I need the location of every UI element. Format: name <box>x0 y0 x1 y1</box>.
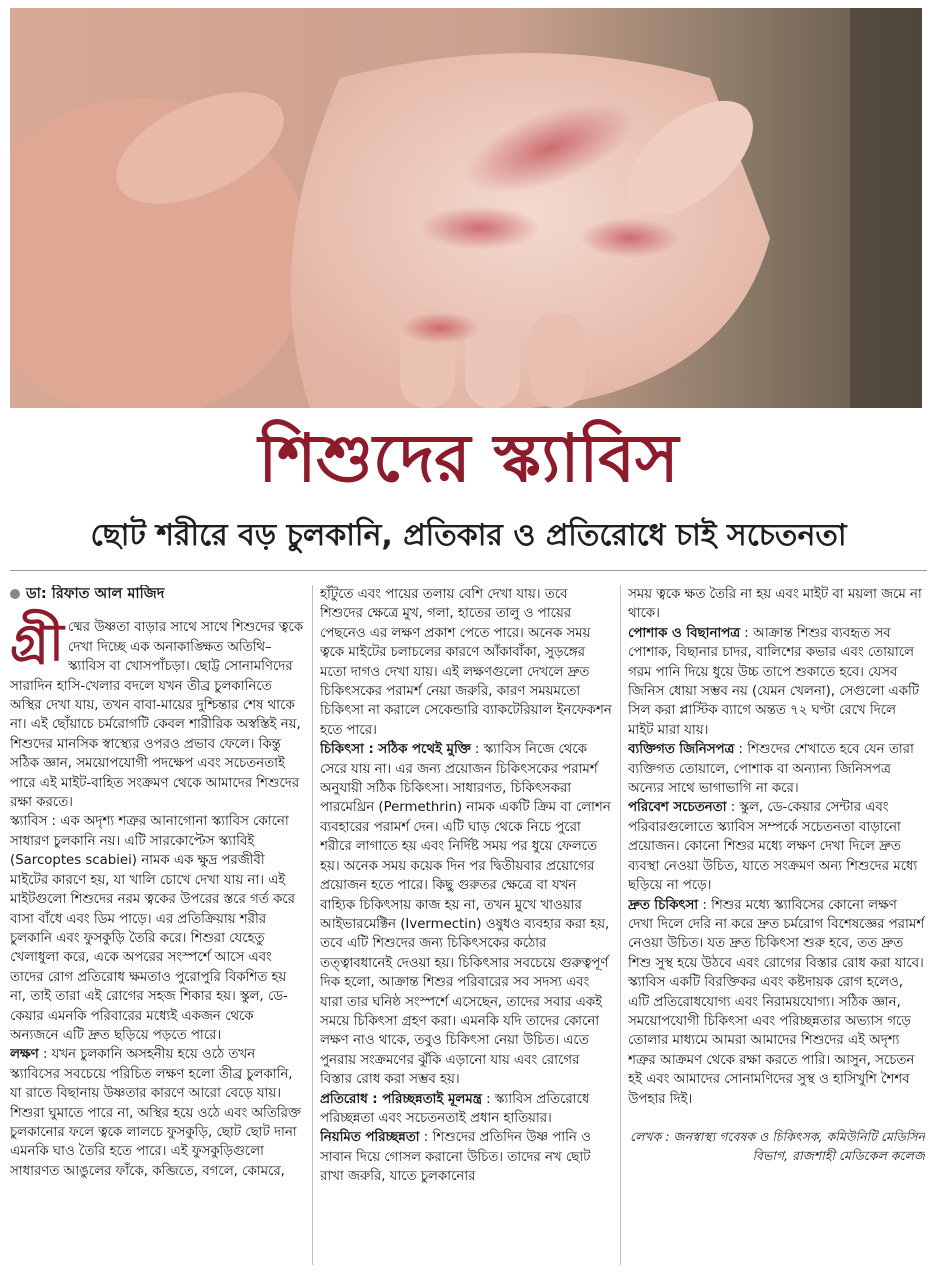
rapid-treatment-paragraph <box>628 896 925 974</box>
environment-heading: পরিবেশ সচেতনতা <box>628 800 727 816</box>
hero-photo <box>10 8 922 408</box>
prevention-text: : স্ক্যাবিস প্রতিরোধে পরিচ্ছন্নতা এবং সচেতনতাই প্রধান হাতিয়ার। <box>320 1091 590 1126</box>
header-rule <box>10 570 927 571</box>
clothing-text: : আক্রান্ত শিশুর ব্যবহৃত সব পোশাক, বিছানার চাদর, বালিশের কভার এবং তোয়ালে গরম পানি দিয়ে ধুয়ে উচ্চ তাপে শুকাতে হবে। যেসব জিনিস ধোয়া সম্ভব নয় (যেমন খেলনা), সেগুলো একটি সিল করা প্লাস্টিক ব্যাগে অন্তত ৭২ ঘণ্টা রেখে দিলে মাইট মারা যায়। <box>628 625 920 738</box>
clothing-paragraph <box>628 624 925 740</box>
treatment-heading: চিকিৎসা : সঠিক পথেই মুক্তি <box>320 742 471 758</box>
scabies-paragraph: স্ক্যাবিস : এক অদৃশ্য শত্রুর আনাগোনা স্ক্যাবিস কোনো সাধারণ চুলকানি নয়। এটি সারকোপ্টেস স্ক্যাবিই (Sarcoptes scabiei) নামক এক ক্ষুদ্র পরজীবী মাইটের কারণে হয়, যা খালি চোখে দেখা যায় না। এই মাইটগুলো শিশুদের নরম ত্বকের উপরের স্তরে গর্ত করে বাসা বাঁধে এবং ডিম পাড়ে। এর প্রতিক্রিয়ায় শরীর চুলকানি এবং ফুসকুড়ি তৈরি করে। শিশুরা যেহেতু খেলাধুলা করে, একে অপরের সংস্পর্শে আসে এবং তাদের রোগ প্রতিরোধ ক্ষমতাও পুরোপুরি বিকশিত হয় না, তাই তারা এই রোগের সহজ শিকার হয়। স্কুল, ডে-কেয়ার এমনকি পরিবারের মধ্যেই একজন থেকে অন্যজনে এটি দ্রুত ছড়িয়ে পড়তে পারে। <box>10 814 295 1043</box>
author-credit: লেখক : জনস্বাস্থ্য গবেষক ও চিকিৎসক, কমিউনিটি মেডিসিন বিভাগ, রাজশাহী মেডিকেল কলেজ <box>630 1128 925 1164</box>
personal-items-paragraph <box>628 740 925 798</box>
symptom-heading: লক্ষণ <box>10 1047 39 1063</box>
intro-paragraph <box>10 612 304 812</box>
cleanliness-heading: নিয়মিত পরিচ্ছন্নতা <box>320 1130 420 1146</box>
intro-text: ষ্মের উষ্ণতা বাড়ার সাথে সাথে শিশুদের ত্বকে দেখা দিচ্ছে এক অনাকাঙ্ক্ষিত অতিথি– স্ক্যাবিস বা খোসপাঁচড়া। ছোট্ট সোনামণিদের সারাদিন হাসি-খেলার বদলে যখন তীব্র চুলকানিতে অস্থির দেখা যায়, তখন বাবা-মায়ের দুশ্চিন্তার শেষ থাকে না। এই ছোঁয়াচে চর্মরোগটি কেবল শারীরিক অস্বস্তিই নয়, শিশুদের মানসিক স্বাস্থ্যের ওপরও প্রভাব ফেলে। কিন্তু সঠিক জ্ঞান, সময়োপযোগী পদক্ষেপ এবং সচেতনতাই পারে এই মাইট-বাহিত সংক্রমণ থেকে আমাদের শিশুদের রক্ষা করতে। <box>10 620 304 811</box>
environment-text: : স্কুল, ডে-কেয়ার সেন্টার এবং পরিবারগুলোতে স্ক্যাবিস সম্পর্কে সচেতনতা বাড়ানো প্রয়োজন। কোনো শিশুর মধ্যে লক্ষণ দেখা দিলে দ্রুত ব্যবস্থা নেওয়া উচিত, যাতে সংক্রমণ অন্য শিশুদের মধ্যে ছড়িয়ে না পড়ে। <box>628 800 918 894</box>
headline: শিশুদের স্ক্যাবিস <box>258 419 679 497</box>
column-divider <box>620 585 621 1265</box>
personal-items-text: : শিশুদের শেখাতে হবে যেন তারা ব্যক্তিগত তোয়ালে, পোশাক বা অন্যান্য জিনিসপত্র অন্যের সাথে ভাগাভাগি না করে। <box>628 742 914 797</box>
article-column-3 <box>628 585 925 1267</box>
clothing-heading: পোশাক ও বিছানাপত্র <box>628 625 741 641</box>
dropcap: গ্রী <box>10 612 64 674</box>
symptom-text: : যখন চুলকানি অসহনীয় হয়ে ওঠে তখন স্ক্যাবিসের সবচেয়ে পরিচিত লক্ষণ হলো তীব্র চুলকানি, যা রাতে বিছানায় উষ্ণতার কারণে আরো বেড়ে যায়। শিশুরা ঘুমাতে পারে না, অস্থির হয়ে ওঠে এবং অতিরিক্ত চুলকানোর ফলে ত্বকে লালচে ফুসকুড়ি, ছোট ছোট দানা এমনকি ঘাও তৈরি হতে পারে। এই ফুসকুড়িগুলো সাধারণত আঙুলের ফাঁকে, কব্জিতে, বগলে, কোমরে, <box>10 1047 301 1179</box>
symptom-paragraph <box>10 1045 304 1181</box>
treatment-paragraph <box>320 740 612 1089</box>
treatment-text: : স্ক্যাবিস নিজে থেকে সেরে যায় না। এর জন্য প্রয়োজন চিকিৎসকের পরামর্শ অনুযায়ী সঠিক চিকিৎসা। সাধারণত, চিকিৎসকরা পারমেথ্রিন (Permethrin) নামক একটি ক্রিম বা লোশন ব্যবহারের পরামর্শ দেন। এটি ঘাড় থেকে নিচে পুরো শরীরে লাগাতে হয় এবং নির্দিষ্ট সময় পর ধুয়ে ফেলতে হয়। অনেক সময় কয়েক দিন পর দ্বিতীয়বার প্রয়োগের প্রয়োজন হতে পারে। কিছু গুরুতর ক্ষেত্রে বা যখন বাহ্যিক চিকিৎসায় কাজ হয় না, তখন মুখে খাওয়ার আইভারমেক্টিন (Ivermectin) ওষুধও ব্যবহার করা হয়, তবে এটি শিশুদের জন্য চিকিৎসকের কঠোর তত্ত্বাবধানেই দেওয়া হয়। চিকিৎসার সবচেয়ে গুরুত্বপূর্ণ দিক হলো, আক্রান্ত শিশুর পরিবারের সব সদস্য এবং যারা তার ঘনিষ্ঠ সংস্পর্শে এসেছেন, তাদের সবার একই সময়ে চিকিৎসা গ্রহণ করা। এমনকি যদি তাদের কোনো লক্ষণ নাও থাকে, তবুও চিকিৎসা নেয়া উচিত। এতে পুনরায় সংক্রমণের ঝুঁকি এড়ানো যায় এবং রোগের বিস্তার রোধ করা সম্ভব হয়। <box>320 742 611 1088</box>
closing-paragraph: স্ক্যাবিস একটি বিরক্তিকর এবং কষ্টদায়ক রোগ হলেও, এটি প্রতিরোধযোগ্য এবং নিরাময়যোগ্য। সঠিক জ্ঞান, সময়োপযোগী চিকিৎসা এবং পরিচ্ছন্নতার অভ্যাস গড়ে তোলার মাধ্যমে আমরা আমাদের শিশুদের এই অদৃশ্য শত্রুর আক্রমণ থেকে রক্ষা করতে পারি। আসুন, সচেতন হই এবং আমাদের সোনামণিদের সুস্থ ও হাসিখুশি শৈশব উপহার দিই। <box>628 975 915 1107</box>
bullet-icon <box>10 589 20 599</box>
column-divider <box>312 585 313 1265</box>
article-column-1 <box>10 585 304 1267</box>
rapid-treatment-heading: দ্রুত চিকিৎসা <box>628 897 699 913</box>
personal-items-heading: ব্যক্তিগত জিনিসপত্র <box>628 742 735 758</box>
article-column-2 <box>320 585 612 1267</box>
prevention-heading: প্রতিরোধ : পরিচ্ছন্নতাই মূলমন্ত্র <box>320 1091 482 1107</box>
cleanliness-continued: সময় ত্বকে ক্ষত তৈরি না হয় এবং মাইট বা ময়লা জমে না থাকে। <box>628 587 922 622</box>
cleanliness-paragraph <box>320 1128 612 1186</box>
prevention-paragraph <box>320 1090 612 1129</box>
environment-paragraph <box>628 798 925 895</box>
byline <box>10 585 304 604</box>
symptom-continued: হাঁটুতে এবং পায়ের তলায় বেশি দেখা যায়। তবে শিশুদের ক্ষেত্রে মুখ, গলা, হাতের তালু ও পায়ের পেছনেও এর লক্ষণ প্রকাশ পেতে পারে। অনেক সময় ত্বকে মাইটের চলাচলের কারণে আঁকাবাঁকা, সুড়ঙ্গের মতো দাগও দেখা যায়। এই লক্ষণগুলো দেখলে দ্রুত চিকিৎসকের পরামর্শ নেয়া জরুরি, কারণ সময়মতো চিকিৎসা না করালে সেকেন্ডারি ব্যাকটেরিয়াল ইনফেকশন হতে পারে। <box>320 587 612 738</box>
rapid-treatment-text: : শিশুর মধ্যে স্ক্যাবিসের কোনো লক্ষণ দেখা দিলে দেরি না করে দ্রুত চর্মরোগ বিশেষজ্ঞের পরামর্শ নেওয়া উচিত। যত দ্রুত চিকিৎসা শুরু হবে, তত দ্রুত শিশু সুস্থ হয়ে উঠবে এবং রোগের বিস্তার রোধ করা যাবে। <box>628 897 925 971</box>
child-palm-rash-image <box>10 8 922 408</box>
subheadline: ছোট শরীরে বড় চুলকানি, প্রতিকার ও প্রতিরোধে চাই সচেতনতা <box>90 518 847 553</box>
cleanliness-text: : শিশুদের প্রতিদিন উষ্ণ পানি ও সাবান দিয়ে গোসল করানো উচিত। তাদের নখ ছোট রাখা জরুরি, যাতে চুলকানোর <box>320 1130 591 1185</box>
author-name: ডা: রিফাত আল মাজিদ <box>26 586 165 602</box>
